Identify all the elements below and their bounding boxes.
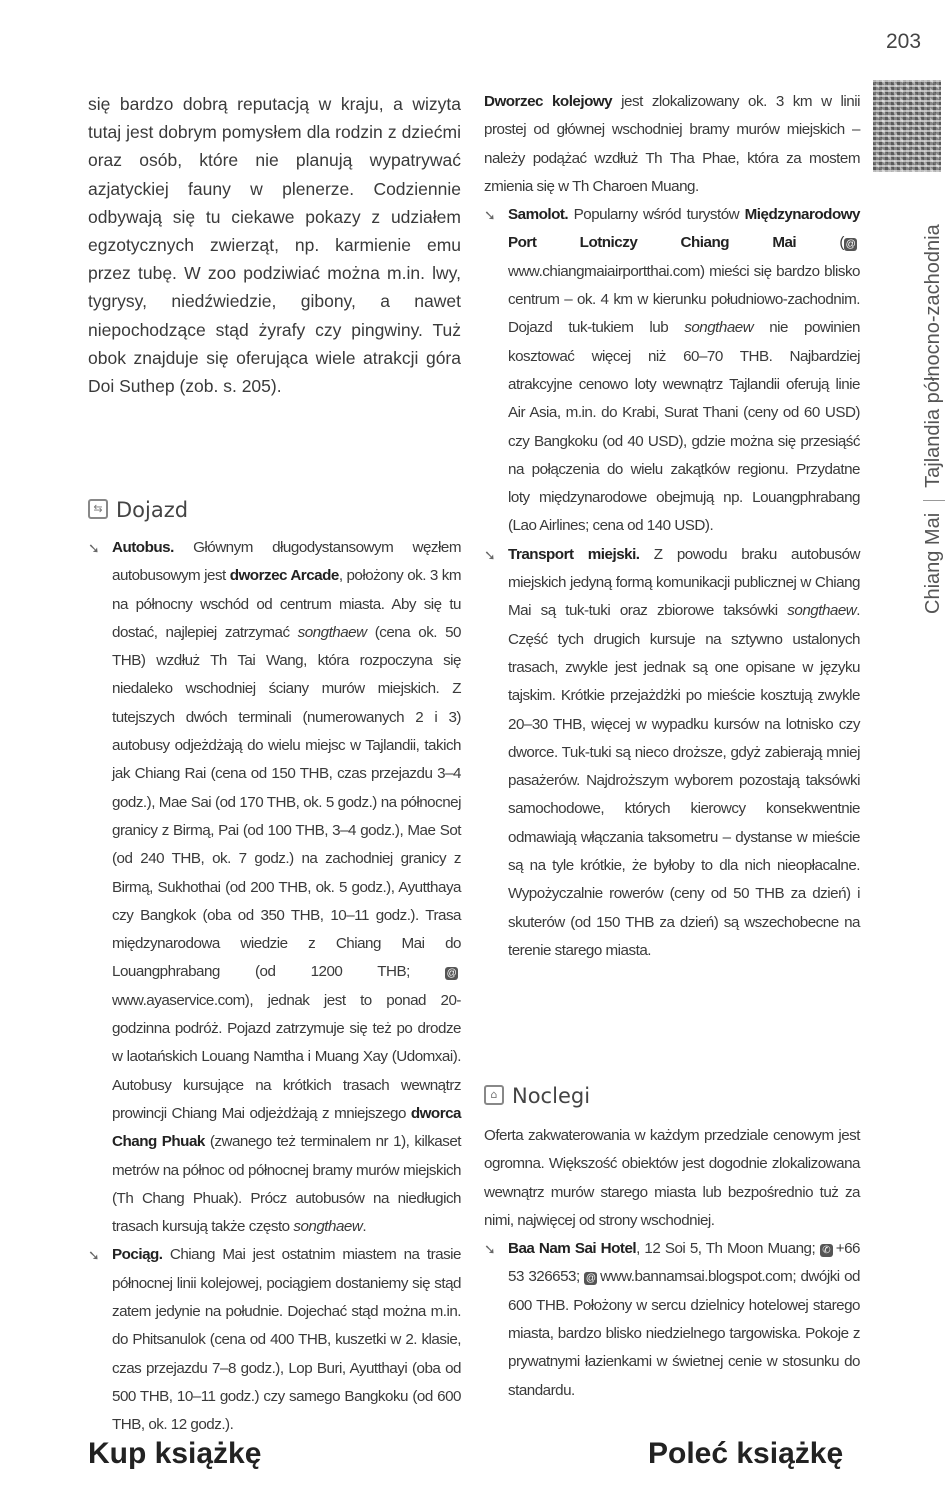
noclegi-section (484, 1122, 860, 1405)
item-bold: dworzec Arcade (229, 567, 339, 585)
website-link[interactable]: www.ayaservice.com (112, 991, 245, 1009)
dojazd-heading (88, 498, 188, 522)
item-text: ( (796, 234, 844, 252)
item-label: Pociąg. (112, 1246, 163, 1264)
noclegi-heading-label: Noclegi (512, 1084, 591, 1108)
item-text: ; (576, 1268, 585, 1286)
item-text: jest zlokalizowany ok. 3 km w linii prostej od głównej wschodniej bramy murów miejskich – należy podążać wzdłuż Th Tha Phae, która za mostem zmienia się w Th Charoen Muang. (484, 93, 861, 195)
buy-book-link[interactable]: Kup książkę (88, 1437, 262, 1470)
item-bold: dworca Chang Phuak (112, 1104, 461, 1151)
item-text: Z powodu braku autobusów miejskich jedyną formą komunikacji publicznej w Chiang Mai są tuk-tuki oraz zbiorowe taksówki (508, 545, 861, 620)
website-link[interactable]: www.bannamsai.blogspot.com (600, 1268, 793, 1286)
item-label: Samolot. (508, 206, 569, 224)
item-text: ) mieści się bardzo blisko centrum – ok. 4 km w kierunku południowo-zachodnim. Dojazd tuk-tukiem lub (508, 262, 860, 337)
sidebar-region-label: Tajlandia północno-zachodnia (922, 224, 944, 488)
pociag-continuation (484, 88, 860, 201)
noclegi-intro: Oferta zakwaterowania w każdym przedziale cenowym jest ogromna. Większość obiektów jest dogodnie zlokalizowana wewnątrz murów starego miasta lub bezpośrednio tuż za nimi, najwięcej od strony wschodniej. (484, 1127, 860, 1229)
sidebar-section-tab (892, 184, 944, 614)
item-text: , położony ok. 3 km na północny wschód od centrum miasta. Aby się tu dostać, najlepiej zatrzymać (112, 567, 461, 641)
dojazd-heading-label: Dojazd (116, 498, 189, 522)
list-item-transport (484, 541, 860, 965)
item-text: (zwanego też terminalem nr 1), kilkaset metrów na północ od północnej bramy murów miejskich (Th Chang Phuak). Prócz autobusów na niedługich trasach kursują także często (112, 1133, 461, 1236)
item-text: (cena ok. 50 THB) wzdłuż Th Tai Wang, która rozpoczyna się niedaleko wschodniej ściany murów miejskich. Z tutejszych dwóch terminali (numerowanych 2 i 3) autobusy odjeżdżają do wielu miejsc w Tajlandii, takich jak Chiang Rai (cena od 150 THB, czas przejazdu 3–4 godz.), Mae Sai (od 170 THB, ok. 5 godz.) na północnej granicy z Birmą, Pai (od 100 THB, 3–4 godz.), Mae Sot (od 240 THB, ok. 7 godz.) na zachodniej granicy z Birmą, Sukhothai (od 200 THB, ok. 5 godz.), Ayutthaya czy Bangkok (oba od 350 THB, 10–11 godz.). Trasa międzynarodowa wiedzie z Chiang Mai do Louangphrabang (od 1200 THB; (112, 623, 461, 981)
item-text: Chiang Mai jest ostatnim miastem na trasie północnej linii kolejowej, pociągiem dostaniemy się stąd zatem jedynie na południe. Dojechać stąd można m.in. do Phitsanulok (cena od 400 THB, kuszetki w 2. klasie, czas przejazdu 7–8 godz.), Lop Buri, Ayutthayi (oba od 500 THB, 10–11 godz.) czy samego Bangkoku (od 600 THB, ok. 12 godz.). (112, 1246, 461, 1434)
at-icon: @ (446, 968, 457, 980)
hotel-address: , 12 Soi 5, Th Moon Muang; (636, 1240, 820, 1258)
hotel-name: Baa Nam Sai Hotel (508, 1240, 637, 1258)
qr-code-image (873, 80, 941, 172)
intro-paragraph: się bardzo dobrą reputacją w kraju, a wizyta tutaj jest dobrym pomysłem dla rodzin z dziećmi oraz osób, które nie planują wypatrywać azjatyckiej fauny w plenerze. Codziennie odbywają się tu ciekawe pokazy z udziałem egzotycznych zwierząt, np. karmienie emu przez tubę. W zoo podziwiać można m.in. lwy, tygrysy, niedźwiedzie, gibony, a nawet niepochodzące stąd żyrafy czy pingwiny. Tuż obok znajduje się oferująca wiele atrakcji góra Doi Suthep (zob. s. 205). (88, 94, 461, 397)
item-text: Głównym długodystansowym węzłem autobusowym jest (112, 539, 461, 585)
item-text: nie powinien kosztować więcej niż 60–70 THB. Najbardziej atrakcyjne cenowo loty wewnątrz Tajlandii oferują linie Air Asia, m.in. do Krabi, Surat Thani (ceny od 60 USD) czy Bangkoku (od 40 USD), gdzie można się przesiąść na połączenia do wielu zakątków regionu. Przydatne loty międzynarodowe obejmują np. Louangphrabang (Lao Airlines; cena od 140 USD). (508, 319, 860, 535)
list-item-hotel (484, 1235, 860, 1405)
arrow-bullet-icon: ➘ (88, 540, 100, 556)
item-text: . (362, 1218, 367, 1236)
arrow-bullet-icon: ➘ (484, 1241, 496, 1258)
list-item-autobus (88, 534, 461, 1241)
list-item-pociag (88, 1241, 461, 1439)
transport-icon: ⇆ (88, 499, 108, 519)
arrow-bullet-icon: ➘ (88, 1247, 100, 1264)
sidebar-divider (923, 500, 945, 501)
item-italic: songthaew (684, 319, 754, 337)
arrow-bullet-icon: ➘ (484, 546, 496, 563)
item-text: ; dwójki od 600 THB. Położony w sercu dzielnicy hotelowej starego miasta, bardzo blisko niedzielnego targowiska. Pokoje z prywatnymi łazienkami w świetnej cenie w stosunku do standardu. (508, 1268, 860, 1399)
noclegi-heading (484, 1084, 590, 1108)
item-italic: songthaew (787, 602, 857, 620)
list-item-samolot (484, 201, 860, 541)
item-label: Transport miejski. (508, 545, 640, 563)
item-italic: songthaew (293, 1218, 363, 1236)
arrow-bullet-icon: ➘ (484, 207, 496, 224)
phone-icon: ✆ (820, 1244, 833, 1257)
item-text: . Część tych drugich kursuje na sztywno ustalonych trasach, zwykle jest jednak są one opisane w języku tajskim. Krótkie przejażdżki po mieście kosztują zwykle 20–30 THB, więcej w wypadku kursów na lotnisko czy dworce. Tuk-tuki są nieco droższe, gdyż zabierają mniej pasażerów. Najdroższym wyborem pozostają taksówki samochodowe, których kierowcy konsekwentnie odmawiają włączania taksometru – dystanse w mieście są na tyle krótkie, że byłoby to dla nich nieopłacalne. Wypożyczalnie rowerów (ceny od 50 THB za dzień) i skuterów (od 150 THB za dzień) są wszechobecne na terenie starego miasta. (508, 602, 860, 959)
page-number: 203 (886, 30, 922, 53)
item-bold: Dworzec kolejowy (484, 93, 613, 110)
house-icon: ⌂ (484, 1085, 504, 1105)
item-label: Autobus. (112, 539, 174, 556)
at-icon: @ (845, 239, 856, 251)
right-column (484, 88, 860, 965)
recommend-book-link[interactable]: Poleć książkę (648, 1437, 844, 1470)
item-bold: Międzynarodowy Port Lotniczy Chiang Mai (508, 206, 860, 252)
website-link[interactable]: www.chiangmaiairportthai.com (508, 262, 700, 280)
item-text: ), jednak jest to ponad 20-godzinna podróż. Pojazd zatrzymuje się też po drodze w laotańskich Louang Namtha i Muang Xay (Udomxai). Autobusy kursujące na krótkich trasach wewnątrz prowincji Chiang Mai odjeżdżają z mniejszego (112, 991, 461, 1122)
item-text: Popularny wśród turystów (568, 206, 745, 224)
sidebar-section-label: Chiang Mai (922, 512, 944, 614)
item-italic: songthaew (297, 623, 367, 641)
hotel-phone: +66 53 326653 (508, 1240, 860, 1286)
at-icon: @ (585, 1273, 596, 1285)
left-column (88, 534, 461, 1440)
